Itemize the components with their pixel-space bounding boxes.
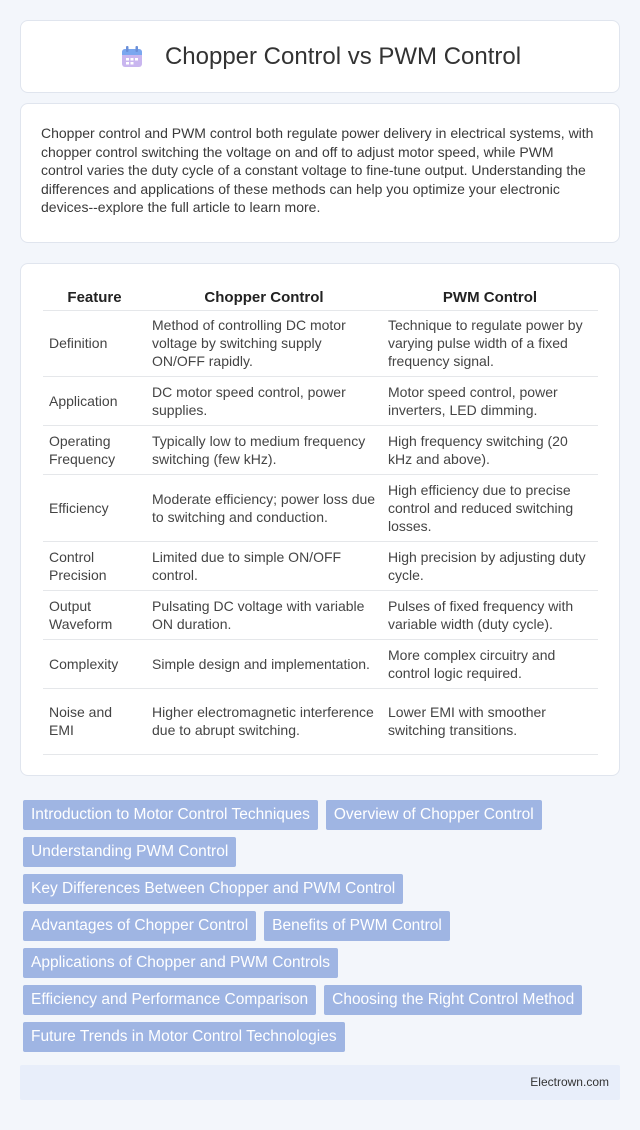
chopper-cell: Simple design and implementation. [146, 639, 382, 688]
feature-cell: Output Waveform [43, 590, 146, 639]
feature-cell: Definition [43, 310, 146, 376]
feature-cell: Control Precision [43, 541, 146, 590]
footer [20, 1065, 620, 1100]
topic-link-intro-motor-control[interactable]: Introduction to Motor Control Techniques [23, 800, 318, 830]
table-row [43, 474, 598, 541]
calendar-icon [119, 44, 145, 70]
table-row [43, 541, 598, 590]
pwm-cell: High frequency switching (20 kHz and above). [382, 425, 598, 474]
page-title: Chopper Control vs PWM Control [164, 42, 522, 70]
header-feature: Feature [43, 284, 146, 310]
topic-link-chopper-advantages[interactable]: Advantages of Chopper Control [23, 911, 256, 941]
table-row [43, 376, 598, 425]
topic-row [23, 985, 623, 1022]
feature-cell: Complexity [43, 639, 146, 688]
topic-row [23, 911, 623, 948]
chopper-cell: Moderate efficiency; power loss due to switching and conduction. [146, 474, 382, 541]
topic-row [23, 1022, 623, 1059]
comparison-table-card [20, 263, 620, 776]
chopper-cell: Method of controlling DC motor voltage by switching supply ON/OFF rapidly. [146, 310, 382, 376]
pwm-cell: High precision by adjusting duty cycle. [382, 541, 598, 590]
chopper-cell: Higher electromagnetic interference due to abrupt switching. [146, 688, 382, 754]
topic-link-key-differences[interactable]: Key Differences Between Chopper and PWM Control [23, 874, 403, 904]
chopper-cell: Limited due to simple ON/OFF control. [146, 541, 382, 590]
topic-tags [23, 800, 623, 1059]
header-chopper: Chopper Control [146, 284, 382, 310]
title-card [20, 20, 620, 93]
topic-link-pwm-benefits[interactable]: Benefits of PWM Control [264, 911, 450, 941]
pwm-cell: Pulses of fixed frequency with variable width (duty cycle). [382, 590, 598, 639]
topic-row [23, 948, 623, 985]
topic-link-future-trends[interactable]: Future Trends in Motor Control Technologies [23, 1022, 345, 1052]
table-header-row [43, 284, 598, 310]
pwm-cell: Lower EMI with smoother switching transitions. [382, 688, 598, 754]
pwm-cell: More complex circuitry and control logic required. [382, 639, 598, 688]
topic-link-chopper-overview[interactable]: Overview of Chopper Control [326, 800, 542, 830]
topic-link-efficiency-comparison[interactable]: Efficiency and Performance Comparison [23, 985, 316, 1015]
chopper-cell: Pulsating DC voltage with variable ON duration. [146, 590, 382, 639]
table-row [43, 639, 598, 688]
feature-cell: Operating Frequency [43, 425, 146, 474]
topic-row [23, 874, 623, 911]
table-row [43, 688, 598, 754]
topic-row [23, 800, 623, 837]
chopper-cell: Typically low to medium frequency switching (few kHz). [146, 425, 382, 474]
feature-cell: Noise and EMI [43, 688, 146, 754]
table-row [43, 590, 598, 639]
feature-cell: Application [43, 376, 146, 425]
footer-brand: Electrown.com [530, 1075, 609, 1089]
intro-card [20, 103, 620, 243]
feature-cell: Efficiency [43, 474, 146, 541]
intro-text: Chopper control and PWM control both regulate power delivery in electrical systems, with chopper control switching the voltage on and off to adjust motor speed, while PWM control varies the duty cycle of a constant voltage to fine-tune output. Understanding the differences and applications of these methods can help you optimize your electronic devices--explore the full article to learn more. [41, 125, 594, 215]
header-pwm: PWM Control [382, 284, 598, 310]
comparison-table [43, 284, 598, 755]
topic-link-choosing-method[interactable]: Choosing the Right Control Method [324, 985, 582, 1015]
pwm-cell: Technique to regulate power by varying pulse width of a fixed frequency signal. [382, 310, 598, 376]
table-row [43, 425, 598, 474]
chopper-cell: DC motor speed control, power supplies. [146, 376, 382, 425]
topic-row [23, 837, 623, 874]
topic-link-applications[interactable]: Applications of Chopper and PWM Controls [23, 948, 338, 978]
pwm-cell: High efficiency due to precise control and reduced switching losses. [382, 474, 598, 541]
pwm-cell: Motor speed control, power inverters, LED dimming. [382, 376, 598, 425]
topic-link-understanding-pwm[interactable]: Understanding PWM Control [23, 837, 236, 867]
table-row [43, 310, 598, 376]
